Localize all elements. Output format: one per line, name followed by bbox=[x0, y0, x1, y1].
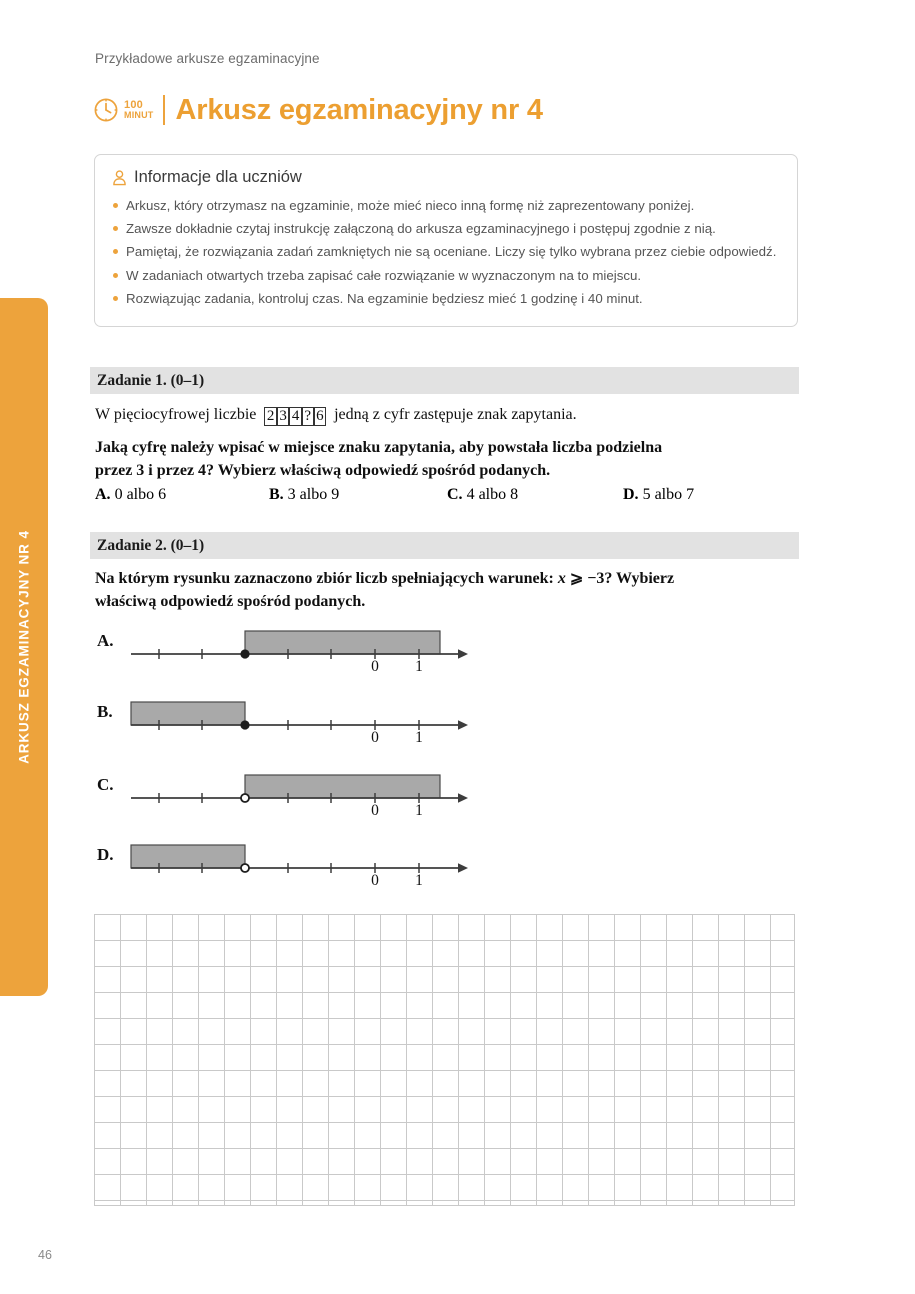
task-1-label: Zadanie 1. (0–1) bbox=[97, 372, 205, 389]
figure-b-numberline[interactable] bbox=[128, 695, 468, 743]
info-box-header bbox=[112, 168, 779, 187]
task-2-label: Zadanie 2. (0–1) bbox=[97, 537, 205, 554]
tick-label: 1 bbox=[415, 729, 423, 743]
task-1-prompt-line-1: Jaką cyfrę należy wpisać w miejsce znaku zapytania, aby powstała liczba podzielna bbox=[95, 439, 663, 456]
task-1-intro-after: jedną z cyfr zastępuje znak zapytania. bbox=[334, 406, 577, 423]
tick-label: 1 bbox=[415, 802, 423, 816]
figure-d-label: D. bbox=[97, 845, 114, 864]
digit-box: ? bbox=[302, 407, 314, 426]
task-1-intro bbox=[95, 403, 795, 426]
side-tab-label: ARKUSZ EGZAMINACYJNY NR 4 bbox=[16, 530, 32, 764]
clock-icon bbox=[93, 97, 119, 123]
page-title-row bbox=[93, 88, 543, 132]
tick-label: 0 bbox=[371, 872, 379, 886]
digit-box: 6 bbox=[314, 407, 327, 426]
task-1-option-a[interactable] bbox=[95, 486, 166, 504]
task-1-intro-before: W pięciocyfrowej liczbie bbox=[95, 406, 257, 423]
figure-a-numberline[interactable] bbox=[128, 624, 468, 672]
digit-boxes bbox=[260, 406, 330, 423]
task-1-option-b[interactable] bbox=[269, 486, 339, 504]
option-text: 3 albo 9 bbox=[287, 486, 340, 503]
figure-a-label: A. bbox=[97, 631, 114, 650]
figure-b-label: B. bbox=[97, 702, 113, 721]
list-item: Rozwiązując zadania, kontroluj czas. Na egzaminie będziesz mieć 1 godzinę i 40 minut. bbox=[112, 289, 779, 309]
task-1-prompt-line-2: przez 3 i przez 4? Wybierz właściwą odpowiedź spośród podanych. bbox=[95, 462, 551, 479]
tick-label: 1 bbox=[415, 658, 423, 672]
task-2-prompt-line-1 bbox=[95, 567, 795, 590]
figure-d-numberline[interactable] bbox=[128, 838, 468, 886]
tick-label: 1 bbox=[415, 872, 423, 886]
list-item: Zawsze dokładnie czytaj instrukcję załączoną do arkusza egzaminacyjnego i postępuj zgodnie z nią. bbox=[112, 219, 779, 239]
task-1-header bbox=[90, 367, 799, 394]
task-1-option-d[interactable] bbox=[623, 486, 694, 504]
page-title: Arkusz egzaminacyjny nr 4 bbox=[175, 93, 543, 126]
page-number: 46 bbox=[38, 1248, 52, 1262]
digit-box: 4 bbox=[289, 407, 302, 426]
info-box-list bbox=[112, 196, 779, 309]
task-2-header bbox=[90, 532, 799, 559]
list-item: Arkusz, który otrzymasz na egzaminie, może mieć nieco inną formę niż zaprezentowany poniżej. bbox=[112, 196, 779, 216]
digit-box: 3 bbox=[277, 407, 290, 426]
task-2-prompt-part-b: ⩾ −3? Wybierz bbox=[565, 570, 675, 587]
figure-c-label: C. bbox=[97, 775, 114, 794]
task-2-prompt-line-2: właściwą odpowiedź spośród podanych. bbox=[95, 593, 366, 610]
option-text: 4 albo 8 bbox=[466, 486, 519, 503]
list-item: Pamiętaj, że rozwiązania zadań zamkniętych nie są oceniane. Liczy się tylko wybrana przez ciebie odpowiedź. bbox=[112, 242, 779, 262]
tick-label: 0 bbox=[371, 658, 379, 672]
option-letter: B. bbox=[269, 486, 284, 503]
option-letter: C. bbox=[447, 486, 463, 503]
task-1-option-c[interactable] bbox=[447, 486, 518, 504]
figure-c-numberline[interactable] bbox=[128, 768, 468, 816]
option-text: 0 albo 6 bbox=[114, 486, 167, 503]
option-letter: D. bbox=[623, 486, 639, 503]
duration-value: 100 bbox=[124, 98, 143, 111]
title-divider bbox=[163, 95, 165, 125]
digit-box: 2 bbox=[264, 407, 277, 426]
answer-grid[interactable] bbox=[94, 914, 795, 1206]
person-icon bbox=[112, 170, 127, 186]
breadcrumb-eyebrow: Przykładowe arkusze egzaminacyjne bbox=[95, 51, 320, 66]
task-2-prompt-part-a: Na którym rysunku zaznaczono zbiór liczb spełniających warunek: bbox=[95, 570, 558, 587]
duration-text bbox=[124, 100, 154, 120]
duration-unit: MINUT bbox=[124, 110, 154, 121]
info-box-heading: Informacje dla uczniów bbox=[134, 168, 302, 186]
duration-badge bbox=[93, 97, 154, 123]
task-2-variable: x bbox=[557, 570, 566, 587]
list-item: W zadaniach otwartych trzeba zapisać całe rozwiązanie w wyznaczonym na to miejscu. bbox=[112, 266, 779, 286]
option-text: 5 albo 7 bbox=[642, 486, 695, 503]
tick-label: 0 bbox=[371, 802, 379, 816]
info-box bbox=[94, 154, 798, 327]
tick-label: 0 bbox=[371, 729, 379, 743]
option-letter: A. bbox=[95, 486, 111, 503]
